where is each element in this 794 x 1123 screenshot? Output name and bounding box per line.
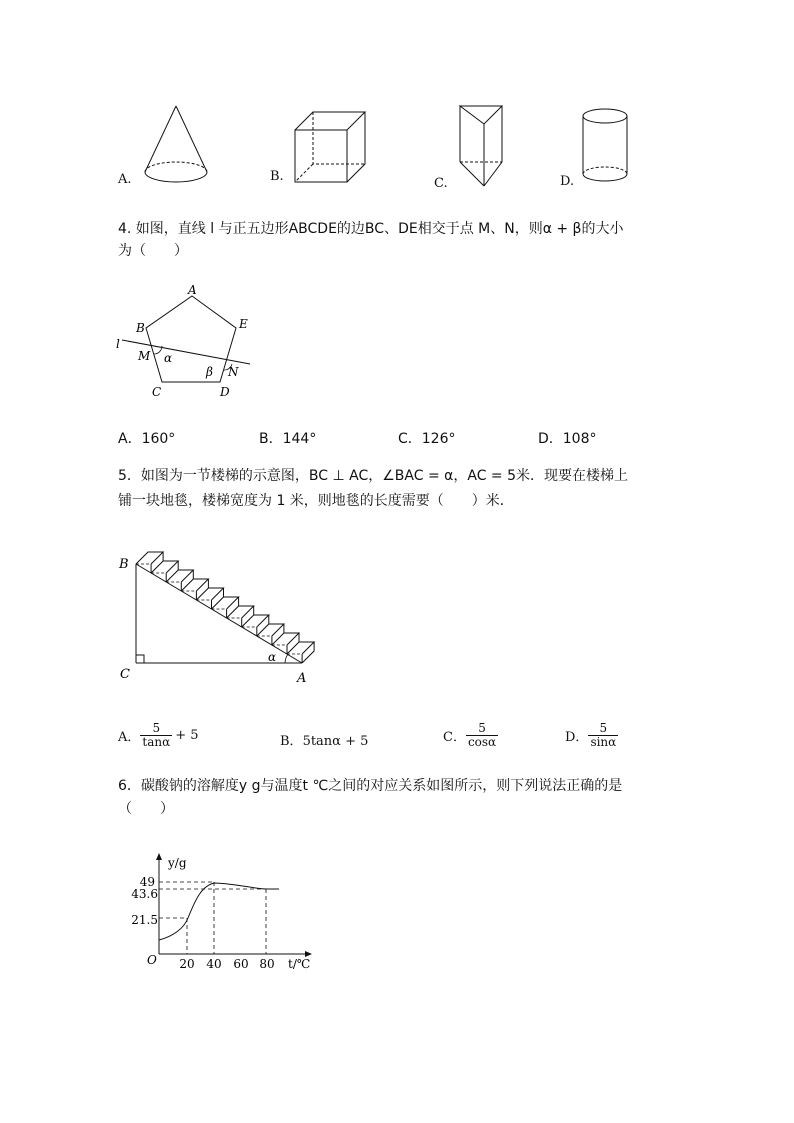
q5-option-b-letter: B．	[280, 734, 303, 749]
q5-option-c-denominator: cosα	[467, 735, 497, 749]
q3-option-a-letter: A.	[118, 172, 132, 187]
pentagon-label-b: B	[136, 321, 145, 335]
staircase-figure	[115, 532, 325, 690]
q5-option-c-fraction	[466, 722, 498, 749]
q4-option-c: C．126°	[398, 431, 456, 447]
angle-label-alpha: α	[164, 351, 173, 365]
q5-option-b-text: 5tanα + 5	[302, 734, 369, 749]
stair-outline	[136, 552, 314, 663]
q3-option-d-letter: D.	[560, 174, 575, 189]
x-tick-40: 40	[206, 957, 222, 971]
q5-option-a-denominator: tanα	[142, 735, 171, 749]
stair-label-a: A	[297, 671, 307, 686]
point-label-m: M	[138, 349, 151, 363]
q5-stem-line2: 铺一块地毯，楼梯宽度为 1 米，则地毯的长度需要（ ）米．	[118, 493, 514, 509]
x-tick-80: 80	[259, 957, 275, 971]
y-tick-43-6: 43.6	[131, 887, 158, 901]
point-label-n: N	[228, 365, 239, 379]
x-tick-60: 60	[233, 957, 249, 971]
q4-option-a: A．160°	[118, 431, 176, 447]
angle-label-beta: β	[206, 365, 213, 379]
solubility-graph	[131, 850, 320, 975]
q5-option-a-numerator: 5	[152, 721, 161, 735]
cylinder-figure	[578, 104, 634, 190]
q5-option-a-fraction	[140, 722, 172, 749]
q5-option-c-letter: C．	[443, 730, 466, 745]
q5-option-c-numerator: 5	[478, 721, 486, 735]
triangular-prism-figure	[452, 100, 512, 192]
q6-stem-line1: 6．碳酸钠的溶解度y g与温度t ℃之间的对应关系如图所示，则下列说法正确的是	[118, 778, 623, 794]
q5-option-d	[565, 722, 618, 749]
q5-option-d-numerator: 5	[599, 721, 608, 735]
q5-option-d-letter: D．	[565, 730, 589, 745]
pentagon-figure	[112, 282, 262, 402]
pentagon-label-c: C	[152, 385, 162, 399]
stair-label-alpha: α	[268, 650, 277, 664]
cube-figure	[290, 108, 370, 188]
q5-option-d-fraction	[588, 722, 618, 749]
y-tick-21-5: 21.5	[131, 913, 158, 927]
graph-y-axis-label: y/g	[168, 856, 187, 870]
q5-option-b	[280, 730, 368, 749]
q3-option-b-letter: B.	[270, 169, 284, 184]
q6-stem-line2: （ ）	[118, 801, 174, 817]
q5-option-d-denominator: sinα	[590, 735, 617, 749]
graph-x-axis-label: t/℃	[288, 957, 311, 971]
q5-stem-line1: 5．如图为一节楼梯的示意图，BC ⊥ AC，∠BAC = α，AC = 5米．现要在楼梯上	[118, 468, 629, 484]
stair-hidden-edges	[136, 564, 302, 654]
graph-origin-label: O	[147, 953, 157, 967]
y-tick-49: 49	[139, 875, 155, 889]
pentagon-label-a: A	[188, 283, 197, 297]
q4-stem-line2: 为（ ）	[118, 243, 188, 259]
pentagon-label-d: D	[220, 385, 230, 399]
stair-label-b: B	[119, 557, 129, 572]
x-tick-20: 20	[179, 957, 195, 971]
q5-option-a	[118, 722, 199, 749]
stair-label-c: C	[120, 667, 130, 682]
cone-figure	[138, 100, 218, 190]
pentagon-label-e: E	[239, 317, 248, 331]
stair-steps	[136, 552, 314, 663]
q4-stem-line1: 4. 如图，直线 l 与正五边形ABCDE的边BC、DE相交于点 M、N，则α + β的大小	[118, 221, 624, 237]
line-label-l: l	[116, 337, 120, 351]
q4-option-b: B．144°	[259, 431, 317, 447]
q5-option-c	[443, 722, 498, 749]
q5-option-a-tail: + 5	[175, 728, 199, 743]
q5-option-a-letter: A．	[118, 730, 141, 745]
q4-option-d: D．108°	[538, 431, 597, 447]
q3-option-c-letter: C.	[434, 176, 448, 191]
